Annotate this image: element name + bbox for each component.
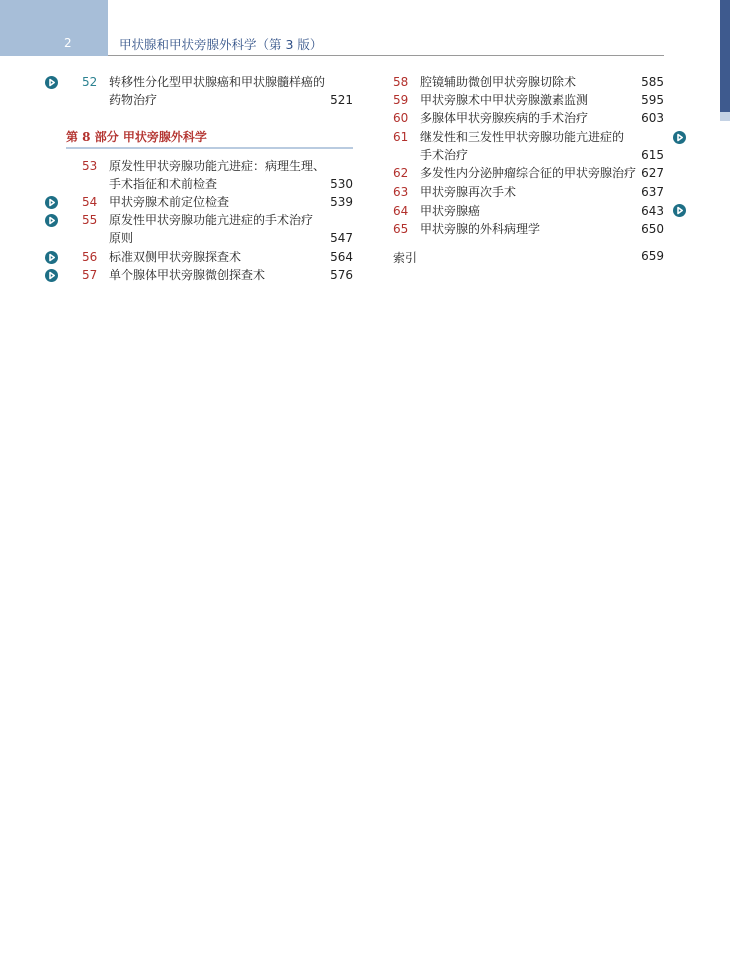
side-thumb-tab-light (720, 112, 730, 121)
chapter-page: 603 (641, 111, 664, 125)
chapter-title: 甲状旁腺癌 (420, 204, 481, 218)
chapter-page: 539 (330, 195, 353, 209)
chapter-number: 63 (393, 185, 409, 199)
chapter-title: 腔镜辅助微创甲状旁腺切除术 (420, 75, 577, 89)
chapter-title: 转移性分化型甲状腺癌和甲状腺髓样癌的 药物治疗 (109, 75, 326, 107)
chapter-number: 56 (82, 250, 98, 264)
index-label[interactable]: 索引 (393, 251, 418, 265)
play-circle-icon[interactable] (673, 131, 686, 144)
chapter-title: 甲状旁腺再次手术 (420, 185, 517, 199)
play-circle-icon[interactable] (45, 269, 58, 282)
header-color-block (0, 0, 108, 56)
chapter-page: 585 (641, 75, 664, 89)
chapter-number: 57 (82, 268, 98, 282)
side-thumb-tab (720, 0, 730, 112)
chapter-number: 60 (393, 111, 409, 125)
chapter-page: 643 (641, 204, 664, 218)
page-number: 2 (64, 36, 72, 50)
chapter-title: 单个腺体甲状旁腺微创探查术 (109, 268, 266, 282)
chapter-page: 615 (641, 148, 664, 162)
chapter-page: 576 (330, 268, 353, 282)
chapter-title: 甲状旁腺术前定位检查 (109, 195, 230, 209)
chapter-number: 62 (393, 166, 409, 180)
chapter-number: 64 (393, 204, 409, 218)
play-circle-icon[interactable] (673, 204, 686, 217)
chapter-title: 原发性甲状旁腺功能亢进症：病理生理、 手术指征和术前检查 (109, 159, 326, 191)
play-circle-icon[interactable] (45, 251, 58, 264)
chapter-number: 54 (82, 195, 98, 209)
index-page: 659 (641, 249, 664, 263)
header-divider (108, 55, 664, 56)
chapter-title: 标准双侧甲状旁腺探查术 (109, 250, 242, 264)
chapter-page: 650 (641, 222, 664, 236)
chapter-title: 继发性和三发性甲状旁腺功能亢进症的 手术治疗 (420, 130, 625, 162)
chapter-number: 59 (393, 93, 409, 107)
chapter-title: 甲状旁腺术中甲状旁腺激素监测 (420, 93, 589, 107)
chapter-page: 547 (330, 231, 353, 245)
chapter-number: 55 (82, 213, 98, 227)
chapter-title: 多发性内分泌肿瘤综合征的甲状旁腺治疗 (420, 166, 637, 180)
chapter-number: 52 (82, 75, 98, 89)
part-heading: 第 8 部分 甲状旁腺外科学 (66, 130, 207, 144)
chapter-number: 65 (393, 222, 409, 236)
chapter-page: 595 (641, 93, 664, 107)
play-circle-icon[interactable] (45, 76, 58, 89)
play-circle-icon[interactable] (45, 214, 58, 227)
play-circle-icon[interactable] (45, 196, 58, 209)
chapter-number: 61 (393, 130, 409, 144)
chapter-title: 甲状旁腺的外科病理学 (420, 222, 541, 236)
chapter-number: 58 (393, 75, 409, 89)
book-title: 甲状腺和甲状旁腺外科学（第 3 版） (119, 37, 323, 52)
chapter-page: 530 (330, 177, 353, 191)
chapter-page: 637 (641, 185, 664, 199)
chapter-page: 627 (641, 166, 664, 180)
chapter-page: 521 (330, 93, 353, 107)
chapter-title: 多腺体甲状旁腺疾病的手术治疗 (420, 111, 589, 125)
chapter-page: 564 (330, 250, 353, 264)
chapter-title: 原发性甲状旁腺功能亢进症的手术治疗 原则 (109, 213, 314, 245)
part-divider (66, 147, 353, 149)
chapter-number: 53 (82, 159, 98, 173)
